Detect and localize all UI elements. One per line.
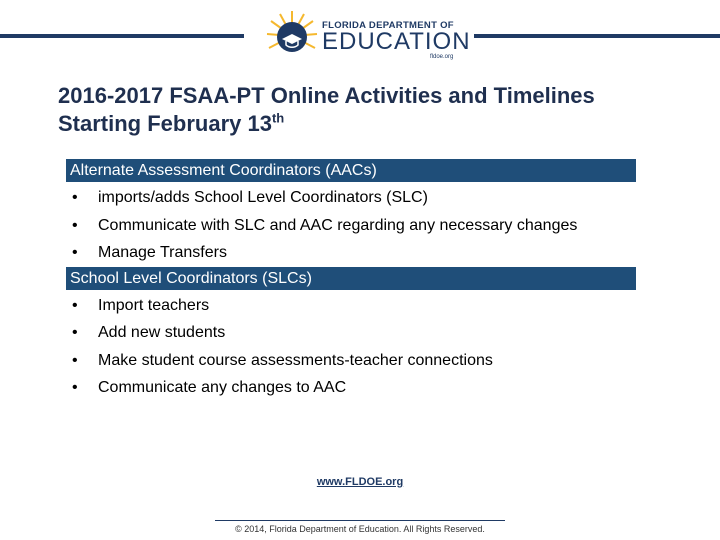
- list-item-text: Make student course assessments-teacher connections: [98, 351, 493, 369]
- logo-url: fldoe.org: [430, 54, 454, 60]
- list-item: [66, 212, 636, 240]
- copyright-notice: © 2014, Florida Department of Education. All Rights Reserved.: [235, 524, 485, 534]
- slc-bullet-list: [66, 292, 636, 402]
- list-item: [66, 374, 636, 402]
- bullet-icon: •: [72, 244, 78, 261]
- list-item-text: Communicate with SLC and AAC regarding any necessary changes: [98, 216, 578, 234]
- logo-top-line: FLORIDA DEPARTMENT OF: [322, 20, 454, 31]
- header-rule-right: [474, 34, 720, 38]
- slide-title: [58, 82, 698, 138]
- list-item: [66, 347, 636, 375]
- fldoe-logo[interactable]: [264, 8, 471, 64]
- section-heading-slcs: School Level Coordinators (SLCs): [66, 267, 636, 290]
- bullet-icon: •: [72, 379, 78, 396]
- bullet-icon: •: [72, 189, 78, 206]
- logo-main-word: EDUCATION: [322, 28, 471, 55]
- bullet-icon: •: [72, 296, 78, 314]
- section-heading-aacs: Alternate Assessment Coordinators (AACs): [66, 159, 636, 182]
- list-item: [66, 239, 636, 267]
- list-item-text: Add new students: [98, 324, 226, 341]
- list-item-text: Import teachers: [98, 296, 210, 314]
- footer-divider: [215, 520, 505, 521]
- aac-bullet-list: [66, 184, 636, 267]
- slide-title-line1: 2016-2017 FSAA-PT Online Activities and Timelines: [58, 83, 595, 108]
- slide-content: [66, 159, 636, 402]
- list-item-text: Communicate any changes to AAC: [98, 379, 347, 396]
- bullet-icon: •: [72, 216, 78, 234]
- header-rule-left: [0, 34, 244, 38]
- list-item-text: Manage Transfers: [98, 244, 227, 261]
- slide-title-superscript: th: [271, 110, 285, 126]
- fldoe-website-link[interactable]: www.FLDOE.org: [316, 476, 404, 488]
- sun-emblem-icon: [264, 8, 320, 64]
- list-item-text: imports/adds School Level Coordinators (SLC): [98, 189, 428, 206]
- bullet-icon: •: [72, 351, 78, 369]
- slide-title-line2: Starting February 13: [58, 111, 272, 136]
- list-item: [66, 319, 636, 347]
- bullet-icon: •: [72, 324, 78, 341]
- list-item: [66, 292, 636, 320]
- list-item: [66, 184, 636, 212]
